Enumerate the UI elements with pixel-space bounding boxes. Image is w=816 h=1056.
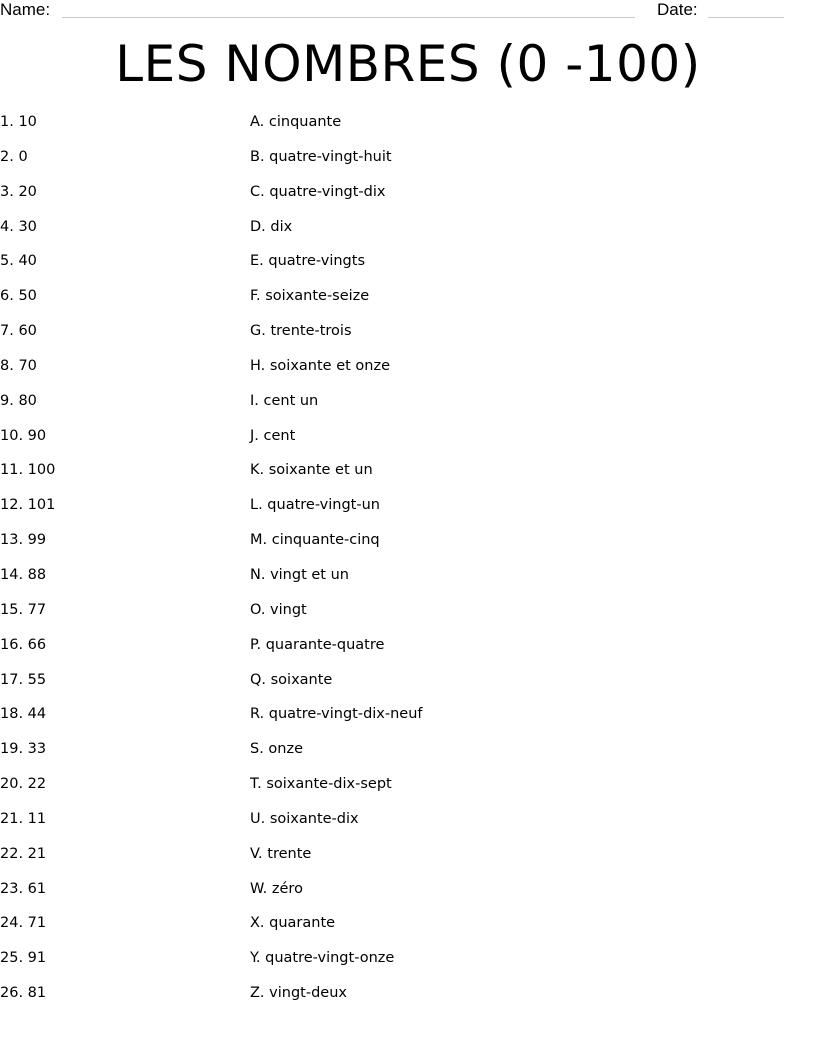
answer-option: C. quatre-vingt-dix (250, 183, 386, 200)
question-number: 1. 10 (0, 114, 37, 130)
answer-option: M. cinquante-cinq (250, 532, 380, 549)
question-number: 25. 91 (0, 950, 47, 967)
list-item (0, 110, 816, 145)
answer-option: I. cent un (250, 392, 319, 409)
list-item (0, 633, 816, 668)
matching-list (0, 110, 816, 1016)
question-number: 21. 11 (0, 810, 47, 827)
list-item (0, 737, 816, 772)
question-number: 26. 81 (0, 985, 47, 1002)
list-item (0, 842, 816, 877)
question-number: 14. 88 (0, 566, 47, 583)
question-number: 3. 20 (0, 183, 37, 200)
answer-option: L. quatre-vingt-un (250, 497, 380, 514)
question-number: 2. 0 (0, 148, 28, 165)
answer-option: Z. vingt-deux (250, 985, 347, 1002)
list-item (0, 668, 816, 703)
question-number: 15. 77 (0, 601, 47, 618)
answer-option: H. soixante et onze (250, 357, 391, 374)
question-number: 24. 71 (0, 915, 47, 932)
question-number: 17. 55 (0, 671, 47, 688)
question-number: 16. 66 (0, 636, 47, 653)
list-item (0, 911, 816, 946)
worksheet-header (0, 0, 816, 24)
question-number: 18. 44 (0, 706, 47, 723)
answer-option: N. vingt et un (250, 566, 349, 583)
list-item (0, 458, 816, 493)
list-item (0, 180, 816, 215)
answer-option: D. dix (250, 218, 293, 235)
answer-option: U. soixante-dix (250, 810, 359, 827)
answer-option: E. quatre-vingts (250, 253, 365, 270)
list-item (0, 424, 816, 459)
answer-option: K. soixante et un (250, 462, 373, 479)
list-item (0, 319, 816, 354)
question-number: 9. 80 (0, 392, 37, 409)
answer-option: V. trente (250, 845, 312, 862)
question-number: 10. 90 (0, 427, 47, 444)
answer-option: X. quarante (250, 915, 336, 932)
question-number: 20. 22 (0, 776, 47, 793)
list-item (0, 528, 816, 563)
answer-option: A. cinquante (250, 114, 342, 130)
name-label: Name: (0, 0, 51, 19)
answer-option: G. trente-trois (250, 323, 352, 340)
question-number: 13. 99 (0, 532, 47, 549)
question-number: 23. 61 (0, 880, 47, 897)
list-item (0, 702, 816, 737)
answer-option: O. vingt (250, 601, 307, 618)
list-item (0, 389, 816, 424)
answer-option: T. soixante-dix-sept (250, 776, 392, 793)
list-item (0, 807, 816, 842)
list-item (0, 215, 816, 250)
question-number: 4. 30 (0, 218, 37, 235)
answer-option: Q. soixante (250, 671, 333, 688)
list-item (0, 946, 816, 981)
question-number: 8. 70 (0, 357, 37, 374)
answer-option: J. cent (250, 427, 296, 444)
answer-option: F. soixante-seize (250, 288, 370, 305)
answer-option: S. onze (250, 741, 304, 758)
date-label: Date: (657, 0, 698, 19)
list-item (0, 981, 816, 1016)
answer-option: W. zéro (250, 880, 303, 897)
list-item (0, 145, 816, 180)
question-number: 7. 60 (0, 323, 37, 340)
question-number: 12. 101 (0, 497, 56, 514)
answer-option: B. quatre-vingt-huit (250, 148, 392, 165)
list-item (0, 493, 816, 528)
question-number: 5. 40 (0, 253, 37, 270)
list-item (0, 284, 816, 319)
question-number: 22. 21 (0, 845, 47, 862)
list-item (0, 772, 816, 807)
answer-option: Y. quatre-vingt-onze (250, 950, 395, 967)
name-blank-line[interactable] (62, 17, 635, 18)
worksheet-title: LES NOMBRES (0 -100) (115, 35, 701, 93)
list-item (0, 563, 816, 598)
list-item (0, 354, 816, 389)
question-number: 11. 100 (0, 462, 56, 479)
answer-option: R. quatre-vingt-dix-neuf (250, 706, 423, 723)
answer-option: P. quarante-quatre (250, 636, 385, 653)
question-number: 6. 50 (0, 288, 37, 305)
question-number: 19. 33 (0, 741, 47, 758)
list-item (0, 877, 816, 912)
list-item (0, 249, 816, 284)
date-blank-line[interactable] (708, 17, 784, 18)
list-item (0, 598, 816, 633)
